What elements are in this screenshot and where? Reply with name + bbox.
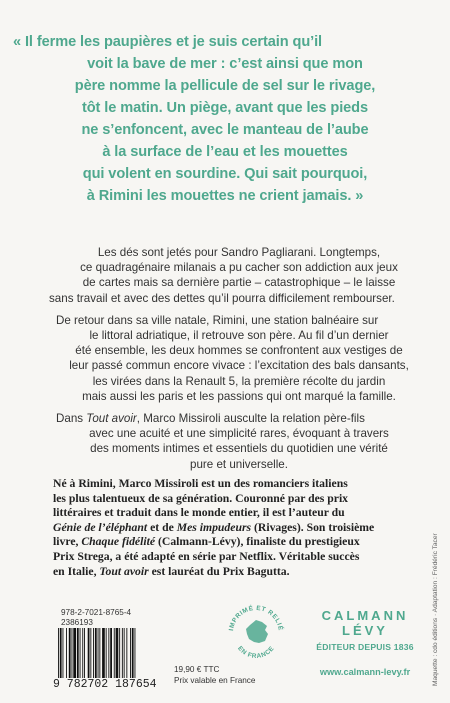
publisher-name-line2: LÉVY [342,623,388,638]
book-title: Chaque fidélité [81,535,156,549]
barcode-bar [106,628,107,678]
quote-line: voit la bave de mer : c’est ainsi que mon [87,56,363,72]
stamp-bottom-text: EN FRANCE [236,645,276,661]
synopsis-line: des moments intimes et essentiels du quotidien une vérité [90,442,388,456]
france-map-icon [246,620,268,643]
barcode-bar [73,628,76,678]
synopsis-line [56,411,422,426]
barcode-bar [126,628,127,678]
barcode-bar [88,628,90,678]
back-cover-quote [9,31,441,207]
bio-text: livre, [53,535,82,549]
bio-text: (Rivages). Son troisième [251,520,375,534]
bio-text: en Italie, [53,564,100,578]
bio-line: Prix Strega, a été adapté en série par Netflix. Véritable succès [53,549,360,563]
author-bio [53,477,423,579]
barcode-bar [119,628,120,678]
synopsis-text: Dans [56,412,87,426]
bio-text: (Calmann-Lévy), finaliste du prestigieux [155,535,360,549]
synopsis-paragraph [56,411,422,472]
book-title: Génie de l’éléphant [53,520,148,534]
quote-line: tôt le matin. Un piège, avant que les pieds [81,100,368,116]
book-title: Mes impudeurs [176,520,252,534]
price-amount: 19,90 € TTC [174,665,220,674]
bio-line: les plus talentueux de sa génération. Couronné par des prix [53,491,349,505]
synopsis-line: De retour dans sa ville natale, Rimini, une station balnéaire sur [56,313,379,327]
barcode-bar [98,628,99,678]
barcode-bar [77,628,79,678]
price-note: Prix valable en France [174,676,256,685]
barcode-bar [102,628,105,678]
barcode-bar [130,628,131,678]
quote-line: père nomme la pellicule de sel sur le rivage, [74,78,376,94]
bio-line [53,535,423,550]
synopsis-paragraph [49,245,422,306]
barcode-bar [84,628,85,678]
synopsis-line: sans travail et avec des dettes qu’il pourra difficilement rembourser. [49,291,395,305]
barcode-bar [66,628,67,678]
barcode-bar [80,628,81,678]
barcode [56,628,164,678]
quote-line: ne s’enfoncent, avec le manteau de l’aube [81,122,369,138]
publisher-name-line1: CALMANN [321,608,409,623]
barcode-bar [93,628,94,678]
barcode-bar [63,628,64,678]
synopsis-line: de cartes mais sa dernière partie – catastrophique – le laisse [82,276,396,290]
barcode-bar [99,628,100,678]
publisher-logo [305,608,425,652]
isbn-number: 978-2-7021-8765-4 [61,608,132,617]
barcode-bar [60,628,62,678]
publisher-tagline: ÉDITEUR DEPUIS 1836 [316,642,414,652]
bio-text: est lauréat du Prix Bagutta. [148,564,290,578]
barcode-bar [132,628,134,678]
barcode-bar [135,628,136,678]
synopsis-line: pure et universelle. [190,457,288,471]
barcode-bar [116,628,119,678]
barcode-bar [108,628,109,678]
synopsis-line: ce quadragénaire milanais a pu cacher son addiction aux jeux [80,261,398,275]
book-title: Tout avoir [86,412,137,426]
barcode-bar [124,628,125,678]
quote-line: « Il ferme les paupières et je suis certain qu’il [13,34,322,50]
synopsis-paragraph [56,313,422,404]
synopsis-text: , Marco Missiroli ausculte la relation père-fils [136,412,365,426]
bio-line: littéraires et traduit dans le monde entier, il est l’auteur du [53,506,345,520]
synopsis-line: Les dés sont jetés pour Sandro Pagliarani. Longtemps, [97,246,381,259]
synopsis-line: les virées dans la Renault 5, la première récolte du jardin [92,374,386,388]
barcode-bar [122,628,123,678]
barcode-bar [95,628,97,678]
svg-text:EN FRANCE [236,645,276,660]
stamp-top-text: IMPRIMÉ ET RELIÉ [228,604,284,632]
barcode-bar [114,628,115,678]
barcode-bar [90,628,91,678]
synopsis-line: été ensemble, les deux hommes se confrontent aux vestiges de [75,344,403,358]
barcode-bar [72,628,73,678]
synopsis-line: mais aussi les paris et les passions qui ont marqué la famille. [82,389,396,403]
made-in-france-stamp [225,597,287,667]
synopsis [49,245,422,479]
price-block [174,664,255,686]
synopsis-line: leur passé commun encore vivace : l’excitation des bals dansants, [69,359,409,373]
isbn-block [61,608,131,628]
synopsis-line: avec une acuité et une simplicité rares, évoquant à travers [89,427,389,441]
product-code: 2386193 [61,618,93,627]
publisher-website: www.calmann-levy.fr [319,667,411,677]
barcode-bar [69,628,71,678]
bio-line: Né à Rimini, Marco Missiroli est un des romanciers italiens [53,477,348,490]
quote-line: à la surface de l’eau et les mouettes [102,144,348,160]
bio-line [53,521,423,536]
quote-line: qui volent en sourdine. Qui sait pourquoi, [82,166,368,182]
bio-text: et de [147,520,177,534]
barcode-bar [82,628,83,678]
design-credit: Maquette : cdo éditions · Adaptation : Frédéric Tacer [432,533,439,686]
barcode-digits: 9 782702 187654 [53,678,157,691]
barcode-bar [58,628,59,678]
barcode-bar [110,628,112,678]
bio-line [53,565,423,580]
quote-line: à Rimini les mouettes ne crient jamais. » [86,188,364,204]
synopsis-line: le littoral adriatique, il retrouve son père. Au fil d’un dernier [89,329,389,343]
book-title: Tout avoir [99,564,149,578]
